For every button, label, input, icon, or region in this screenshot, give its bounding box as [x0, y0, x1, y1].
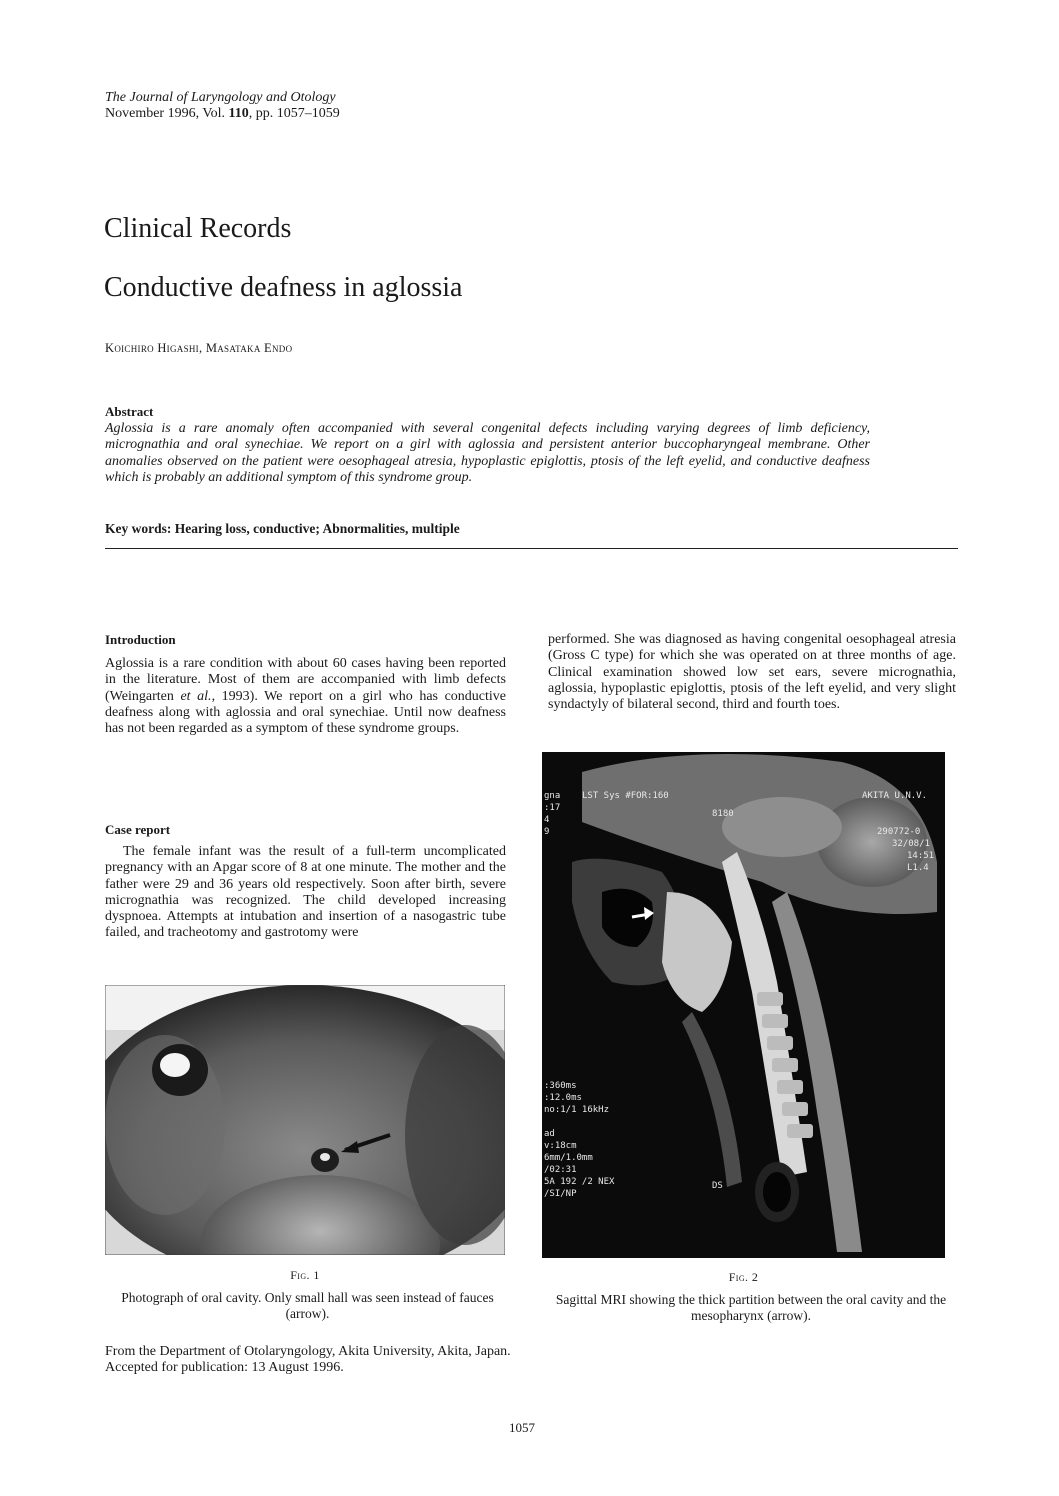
figure-1-label: Fig. 1	[290, 1268, 320, 1282]
figure-2-caption: Sagittal MRI showing the thick partition between the oral cavity and the mesopharynx (arrow).	[555, 1292, 947, 1323]
mri-overlay-bl-8: /SI/NP	[544, 1189, 577, 1199]
abstract-heading: Abstract	[105, 404, 154, 419]
page-number: 1057	[509, 1420, 535, 1435]
volume-number: 110	[228, 106, 249, 121]
figure-2-mri	[542, 752, 945, 1258]
mri-overlay-bl-1: :12.0ms	[544, 1093, 582, 1103]
mri-overlay-tl-3: 9	[544, 827, 550, 837]
mri-overlay-tr-4: L1.4	[907, 863, 929, 873]
mri-overlay-bl-5: 6mm/1.0mm	[544, 1153, 593, 1163]
journal-header	[105, 90, 340, 122]
mri-overlay-tr-1: 290772-0	[877, 827, 921, 837]
figure-1-caption: Photograph of oral cavity. Only small hall was seen instead of fauces (arrow).	[121, 1290, 494, 1321]
mri-overlay-bl-0: :360ms	[544, 1081, 577, 1091]
intro-citation-italic: et al.	[180, 688, 212, 704]
mri-overlay-top-mid: LST Sys #FOR:160	[582, 791, 669, 801]
introduction-heading: Introduction	[105, 632, 176, 647]
mri-overlay-tl-0: gna	[544, 791, 561, 801]
intro-text-1: Aglossia is a rare condition with about 60 cases having been reported in the literature. Most of them are accompanied with limb defects (Weingarten	[105, 656, 506, 704]
case-report-body	[105, 844, 506, 942]
journal-issue	[105, 106, 340, 122]
affiliation-department: From the Department of Otolaryngology, Akita University, Akita, Japan.	[105, 1344, 511, 1359]
intro-text-2: , 1993). We report on a girl who has conductive deafness along with aglossia and oral synechiae. Until now deafness has not been regarded as a symptom of these syndrome groups.	[105, 688, 507, 737]
figure-1-photo	[105, 985, 505, 1255]
mri-overlay-bl-3: ad	[544, 1129, 555, 1139]
case-report-heading: Case report	[105, 822, 171, 837]
introduction-body	[105, 656, 506, 737]
authors: Koichiro Higashi, Masataka Endo	[105, 341, 293, 355]
mri-overlay-bl-7: 5A 192 /2 NEX	[544, 1177, 615, 1187]
mri-overlay-bl-6: /02:31	[544, 1165, 577, 1175]
journal-name: The Journal of Laryngology and Otology	[105, 90, 336, 105]
mri-overlay-bl-2: no:1/1 16kHz	[544, 1105, 610, 1115]
mri-overlay-bl-4: v:18cm	[544, 1141, 577, 1151]
article-title: Conductive deafness in aglossia	[104, 272, 463, 303]
sagittal-mri-image	[542, 752, 945, 1258]
right-column-text: performed. She was diagnosed as having congenital oesophageal atresia (Gross C type) for which she was operated on at three months of age. Clinical examination showed low set ears, severe micrognathia, aglossia, hypoplastic epiglottis, ptosis of the left eyelid, and very slight syndactyly of bilateral second, third and fourth toes.	[548, 632, 956, 713]
figure-2-label: Fig. 2	[728, 1270, 759, 1284]
mri-overlay-marker: DS	[712, 1181, 723, 1191]
mri-overlay-number: 8180	[712, 809, 734, 819]
keywords: Key words: Hearing loss, conductive; Abnormalities, multiple	[105, 521, 460, 536]
case-report-text: The female infant was the result of a full-term uncomplicated pregnancy with an Apgar score of 8 at one minute. The mother and the father were 29 and 36 years old respectively. Soon after birth, severe micrognathia was recognized. The child developed increasing dyspnoea. Attempts at intubation and insertion of a nasogastric tube failed, and tracheotomy and gastrotomy were	[105, 844, 506, 941]
header-divider	[105, 548, 958, 549]
issue-prefix: November 1996, Vol.	[105, 106, 229, 121]
oral-cavity-photo	[105, 985, 505, 1255]
abstract-text: Aglossia is a rare anomaly often accompanied with several congenital defects including varying degrees of limb deficiency, micrognathia and oral synechiae. We report on a girl with aglossia and persistent anterior buccopharyngeal membrane. Other anomalies observed on the patient were oesophageal atresia, hypoplastic epiglottis, ptosis of the left eyelid, and conductive deafness which is probably an additional symptom of this syndrome group.	[105, 421, 870, 485]
mri-overlay-tr-0: AKITA U.N.V.	[862, 791, 928, 801]
mri-overlay-tr-2: 32/08/1	[892, 839, 930, 849]
mri-overlay-tr-3: 14:51	[907, 851, 935, 861]
section-title: Clinical Records	[104, 213, 292, 244]
affiliation-accepted: Accepted for publication: 13 August 1996.	[105, 1360, 344, 1375]
mri-overlay-tl-1: :17	[544, 803, 561, 813]
issue-pages: , pp. 1057–1059	[248, 106, 340, 121]
affiliation	[105, 1344, 511, 1376]
mri-overlay-tl-2: 4	[544, 815, 550, 825]
right-column-body	[548, 632, 956, 713]
